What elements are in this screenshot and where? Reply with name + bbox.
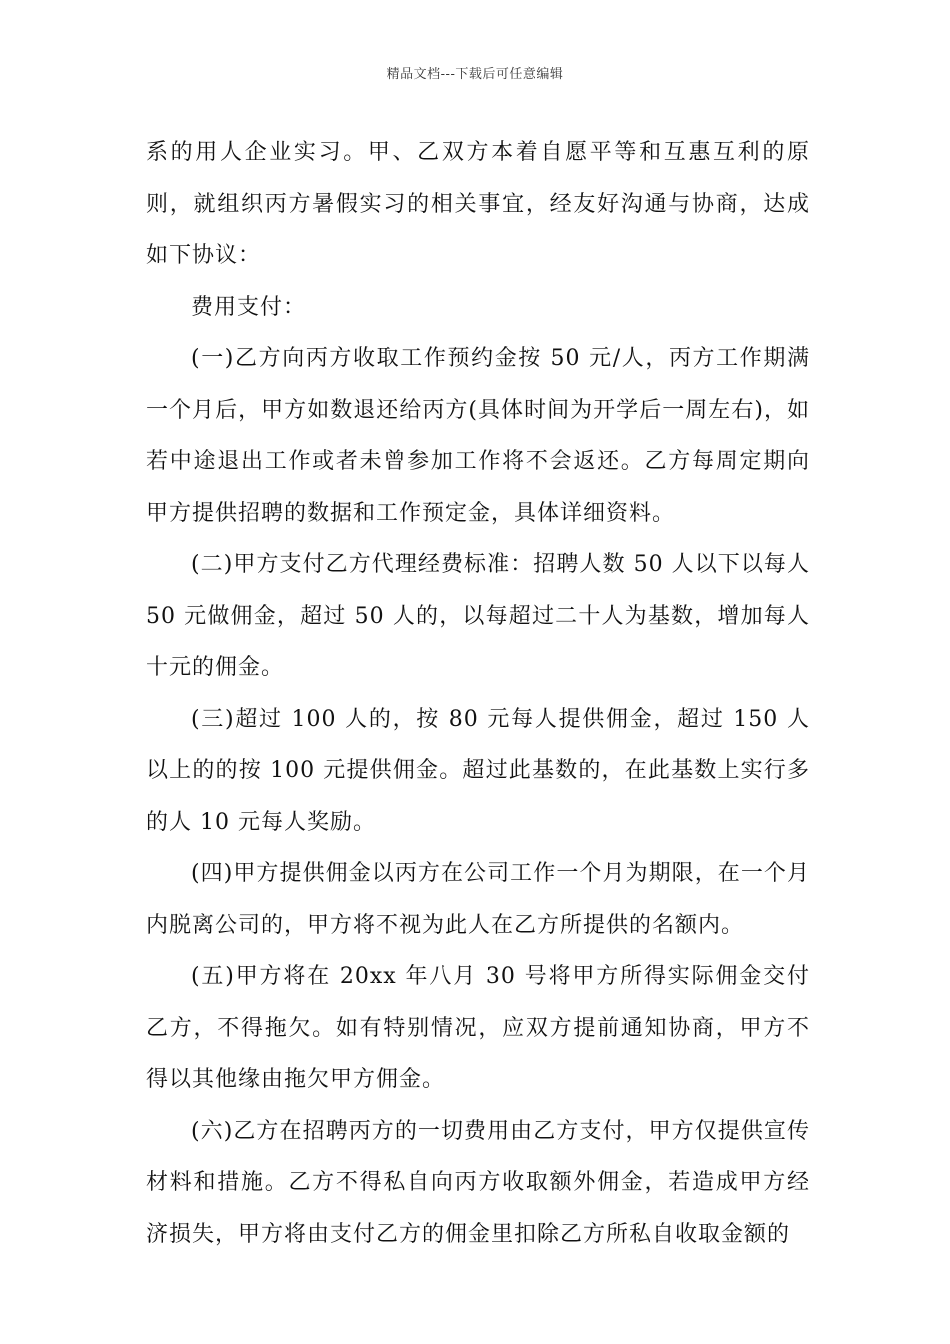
- paragraph-clause-1: (一)乙方向丙方收取工作预约金按 50 元/人，丙方工作期满一个月后，甲方如数退还给丙方(具体时间为开学后一周左右)，如若中途退出工作或者未曾参加工作将不会返还。乙方每周定期向甲方提供招聘的数据和工作预定金，具体详细资料。: [146, 346, 810, 526]
- document-body: [146, 127, 810, 1260]
- paragraph-clause-3: (三)超过 100 人的，按 80 元每人提供佣金，超过 150 人以上的的按 100 元提供佣金。超过此基数的，在此基数上实行多的人 10 元每人奖励。: [146, 706, 810, 835]
- page-header: 精品文档---下载后可任意编辑: [386, 67, 564, 82]
- paragraph-clause-6: (六)乙方在招聘丙方的一切费用由乙方支付，甲方仅提供宣传材料和措施。乙方不得私自向丙方收取额外佣金，若造成甲方经济损失，甲方将由支付乙方的佣金里扣除乙方所私自收取金额的: [146, 1118, 810, 1247]
- paragraph-fee-heading: 费用支付：: [191, 294, 307, 320]
- paragraph-clause-2: (二)甲方支付乙方代理经费标准：招聘人数 50 人以下以每人 50 元做佣金，超过 50 人的，以每超过二十人为基数，增加每人十元的佣金。: [146, 552, 810, 680]
- paragraph-clause-5: (五)甲方将在 20xx 年八月 30 号将甲方所得实际佣金交付乙方，不得拖欠。如有特别情况，应双方提前通知协商，甲方不得以其他缘由拖欠甲方佣金。: [146, 964, 810, 1092]
- paragraph-clause-4: (四)甲方提供佣金以丙方在公司工作一个月为期限，在一个月内脱离公司的，甲方将不视为此人在乙方所提供的名额内。: [146, 861, 810, 938]
- paragraph-intro: 系的用人企业实习。甲、乙双方本着自愿平等和互惠互利的原则，就组织丙方暑假实习的相关事宜，经友好沟通与协商，达成如下协议：: [146, 140, 810, 268]
